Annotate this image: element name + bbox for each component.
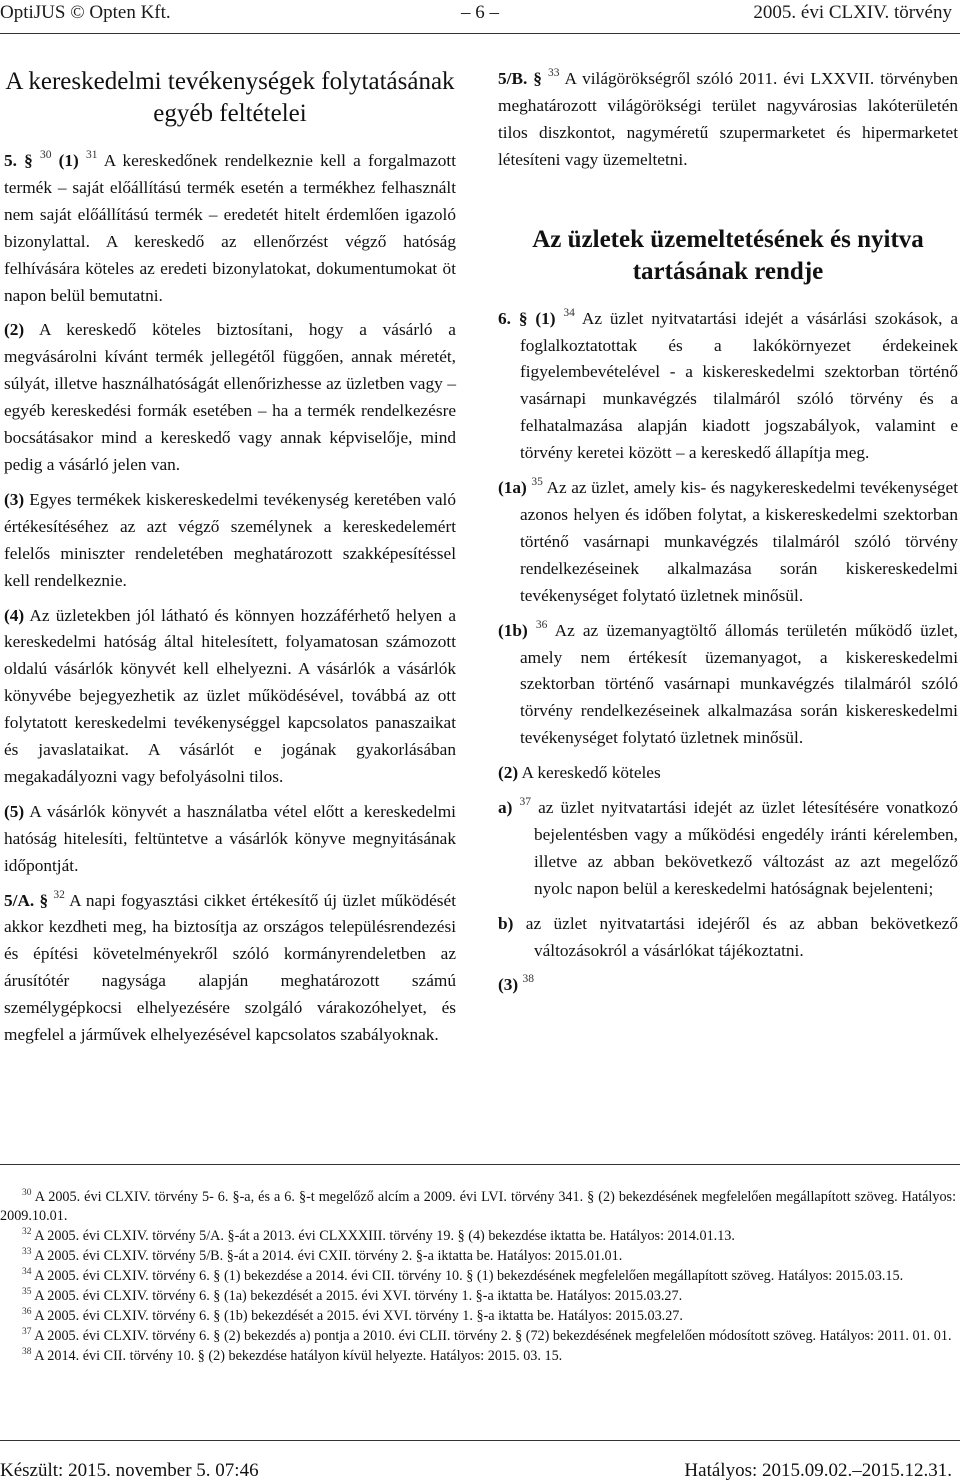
footnote-ref-35[interactable]: 35 <box>531 476 543 489</box>
footer-rule <box>0 1440 960 1441</box>
para-text: Egyes termékek kiskereskedelmi tevékenység keretében való értékesítéséhez az azt végző személynek a kereskedelemért felelős miniszter rendeletében meghatározott szakképesítéssel kell rendelkeznie. <box>4 489 456 590</box>
para-text: Az üzletekben jól látható és könnyen hozzáférhető helyen a kereskedelmi hatóság által hitelesített, folyamatosan számozott oldalú vásárlók könyvét kell elhelyezni. A vásárlók a vásárlók könyvébe bejegyezhetik az üzlet működésével, továbbá az ott folytatott kereskedelmi tevékenységgel kapcsolatos panaszaikat és javaslataikat. A vásárlót e jogának gyakorlásában megakadályozni vagy befolyásolni tilos. <box>4 605 456 786</box>
para-text: A kereskedő köteles biztosítani, hogy a vásárló a megvásárolni kívánt termék jellegétől függően, annak méretét, súlyát, illetve használhatóságát ellenőrizhesse az üzletben vagy – egyéb kereskedési formák esetében – ha a termék rendelkezésre bocsátásakor mind a kereskedő vagy annak képviselője, mind pedig a vásárló jelen van. <box>4 320 456 474</box>
footnote-text: A 2005. évi CLXIV. törvény 6. § (2) bekezdés a) pontja a 2010. évi CLII. törvény 2. § (72) bekezdésének megfelelően módosított szöveg. Hatályos: 2011. 01. 01. <box>34 1328 952 1344</box>
section-5a <box>4 888 456 1049</box>
section-heading-right: Az üzletek üzemeltetésének és nyitva tartásának rendje <box>532 225 924 285</box>
item-text: az üzlet nyitvatartási idejéről és az abban bekövetkező változásokról a vásárlókat tájékoztatni. <box>525 913 958 960</box>
header-rule <box>0 33 960 34</box>
para-label: (2) <box>498 763 519 783</box>
footnote <box>0 1307 956 1326</box>
item-label: b) <box>498 913 514 933</box>
footnote-number: 30 <box>22 1188 32 1198</box>
list-item-b <box>498 911 958 965</box>
footnote <box>0 1227 956 1246</box>
footnote-ref-38[interactable]: 38 <box>522 973 534 986</box>
section-heading-left: A kereskedelmi tevékenységek folytatásának egyéb feltételei <box>5 68 455 127</box>
section-5-label: 5. § <box>4 151 33 170</box>
footnote-text: A 2005. évi CLXIV. törvény 5/A. §-át a 2013. évi CLXXXIII. törvény 19. § (4) bekezdése iktatta be. Hatályos: 2014.01.13. <box>34 1228 735 1244</box>
para-label: (4) <box>4 605 25 625</box>
footnote-number: 38 <box>22 1347 32 1357</box>
footnote-text: A 2005. évi CLXIV. törvény 6. § (1b) bekezdését a 2015. évi XVI. törvény 1. §-a iktatta be. Hatályos: 2015.03.27. <box>34 1308 683 1324</box>
footnote-number: 33 <box>22 1247 32 1257</box>
para-text: A napi fogyasztási cikket értékesítő új üzlet működését akkor kezdheti meg, ha biztosítja az országos településrendezési és építési követelményekről szóló kormányrendeletben az árusítótér nagysága alapján meghatározott számú személygépkocsi elhelyezésére szolgáló várakozóhelyet, és megfelel a járművek elhelyezésével kapcsolatos szabályoknak. <box>4 890 457 1045</box>
footnote <box>0 1247 956 1266</box>
section-5a-label: 5/A. § <box>4 890 49 910</box>
section-6-para-1 <box>498 306 958 467</box>
footnote-text: A 2014. évi CII. törvény 10. § (2) bekezdése hatályon kívül helyezte. Hatályos: 2015. 03. 15. <box>34 1348 563 1364</box>
footnote-rule <box>0 1164 960 1165</box>
para-label: (5) <box>4 801 25 821</box>
para-label: (1) <box>58 151 79 170</box>
section-5-para-3 <box>4 487 456 595</box>
section-6-para-3 <box>498 972 958 999</box>
header-publisher: OptiJUS © Opten Kft. <box>0 2 171 23</box>
section-6-para-1b <box>498 618 958 753</box>
para-label: (2) <box>4 320 25 340</box>
para-text: Az az üzemanyagtöltő állomás területén működő üzlet, amely nem értékesít üzemanyagot, a kiskereskedelmi szektorban történő vasárnapi munkavégzés tilalmáról szóló törvény rendelkezéseinek alkalmazása során kiskereskedelmi tevékenységet folytató üzletnek minősül. <box>520 620 958 748</box>
left-column <box>4 66 456 1057</box>
section-5-para-2 <box>4 317 456 478</box>
para-text: A kereskedő köteles <box>521 763 661 783</box>
footnote-number: 36 <box>22 1307 32 1317</box>
footnote <box>0 1347 956 1366</box>
footer-effective-period: Hatályos: 2015.09.02.–2015.12.31. <box>684 1460 952 1481</box>
footnote-ref-32[interactable]: 32 <box>53 888 65 901</box>
footnote-text: A 2005. évi CLXIV. törvény 5/B. §-át a 2014. évi CXII. törvény 2. §-a iktatta be. Hatályos: 2015.01.01. <box>34 1248 623 1264</box>
section-5-para-4 <box>4 603 456 791</box>
section-6-para-1a <box>498 475 958 610</box>
footnote-ref-33[interactable]: 33 <box>547 67 560 79</box>
section-5-para-5 <box>4 799 456 880</box>
header-law-title: 2005. évi CLXIV. törvény <box>753 2 952 23</box>
footnotes <box>0 1188 956 1367</box>
para-label: (1a) <box>498 478 527 498</box>
para-text: Az az üzlet, amely kis- és nagykereskedelmi tevékenységet azonos helyen és időben folytat, a kiskereskedelmi szektorban történő vasárnapi munkavégzés tilalmáról szóló törvény rendelkezéseinek alkalmazása során kiskereskedelmi tevékenységet folytató üzletnek minősül. <box>520 478 959 605</box>
para-label: (3) <box>498 975 519 995</box>
footnote <box>0 1327 956 1346</box>
item-label: a) <box>498 798 513 818</box>
section-5-para-1 <box>4 148 456 309</box>
footnote-ref-31[interactable]: 31 <box>86 149 98 161</box>
para-label: (1) <box>535 308 556 328</box>
page-header <box>0 2 960 28</box>
right-column <box>498 66 958 1007</box>
para-text: A vásárlók könyvét a használatba vétel előtt a kereskedelmi hatóság hitelesíti, feltüntetve a vásárlók könyve megnyitásának időpontját. <box>4 801 456 875</box>
footnote-text: A 2005. évi CLXIV. törvény 6. § (1) bekezdése a 2014. évi CII. törvény 10. § (1) bekezdésének megfelelően megállapított szöveg. Hatályos: 2015.03.15. <box>34 1268 904 1284</box>
footnote-text: A 2005. évi CLXIV. törvény 6. § (1a) bekezdését a 2015. évi XVI. törvény 1. §-a iktatta be. Hatályos: 2015.03.27. <box>34 1288 683 1304</box>
footnote-ref-37[interactable]: 37 <box>519 796 531 809</box>
footnote <box>0 1188 956 1226</box>
para-label: (3) <box>4 489 25 509</box>
list-item-a <box>498 795 958 903</box>
footnote-number: 32 <box>22 1227 32 1237</box>
section-5b-label: 5/B. § <box>498 69 542 88</box>
footnote-text: A 2005. évi CLXIV. törvény 5- 6. §-a, és a 6. §-t megelőző alcím a 2009. évi LVI. törvény 341. § (2) bekezdésének megfelelően megállapított szöveg. Hatályos: 2009.10.01. <box>0 1189 957 1224</box>
section-6-label: 6. § <box>498 308 528 328</box>
footnote-number: 34 <box>22 1267 32 1277</box>
footnote-ref-34[interactable]: 34 <box>563 306 575 319</box>
footnote-ref-30[interactable]: 30 <box>39 149 52 161</box>
footnote <box>0 1287 956 1306</box>
para-label: (1b) <box>498 620 528 640</box>
para-text: A világörökségről szóló 2011. évi LXXVII. törvényben meghatározott világörökségi terület nagyvárosias lakóterületén tilos diszkontot, nagyméretű szupermarketet és hipermarketet létesíteni vagy üzemeltetni. <box>498 69 958 169</box>
para-text: A kereskedőnek rendelkeznie kell a forgalmazott termék – saját előállítású termék esetén a termékhez felhasznált nem saját előállítású termék – eredetét hitelt érdemlően igazoló bizonylattal. A kereskedő az ellenőrzést végző hatóság felhívására köteles az eredeti bizonylatokat, dokumentumokat öt napon belül bemutatni. <box>4 151 456 305</box>
para-text: Az üzlet nyitvatartási idejét a vásárlási szokások, a foglalkoztatottak és a lakókörnyezet érdekeinek figyelembevételével - a kiskereskedelmi szektorban történő vasárnapi munkavégzés tilalmáról szóló törvény és a felhatalmazása alapján kiadott jogszabályok, valamint e törvény keretei között – a kereskedő állapítja meg. <box>520 308 959 463</box>
header-page-number: – 6 – <box>461 2 499 23</box>
section-5b <box>498 66 958 174</box>
footnote <box>0 1267 956 1286</box>
footnote-number: 37 <box>22 1327 32 1337</box>
footer-generated: Készült: 2015. november 5. 07:46 <box>0 1460 259 1481</box>
section-6-para-2 <box>498 760 958 787</box>
footnote-ref-36[interactable]: 36 <box>535 618 548 631</box>
footnote-number: 35 <box>22 1287 32 1297</box>
item-text: az üzlet nyitvatartási idejét az üzlet létesítésére vonatkozó bejelentésben vagy a működési engedély iránti kérelemben, illetve az abban bekövetkező változást az azt megelőző nyolc napon belül a kereskedelmi hatóságnak bejelenteni; <box>534 798 958 898</box>
